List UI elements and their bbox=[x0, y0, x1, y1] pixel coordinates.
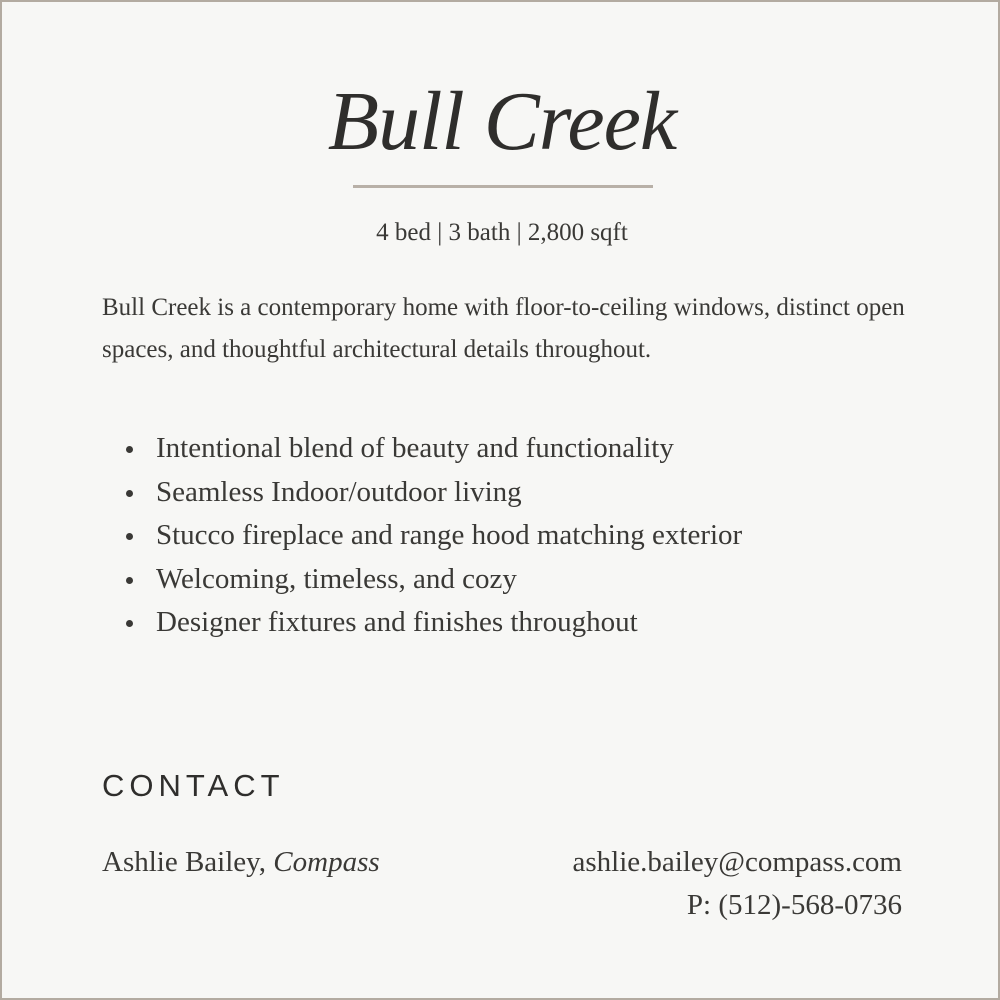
bullet-icon bbox=[126, 490, 133, 497]
contact-phone[interactable]: P: (512)-568-0736 bbox=[686, 889, 902, 921]
feature-text: Seamless Indoor/outdoor living bbox=[156, 475, 522, 508]
listing-description: Bull Creek is a contemporary home with floor-to-ceiling windows, distinct open spaces, and thoughtful architectural details throughout. bbox=[102, 294, 905, 363]
feature-item bbox=[102, 514, 922, 558]
bullet-icon bbox=[126, 446, 133, 453]
agent-company: Compass bbox=[273, 846, 380, 878]
feature-text: Designer fixtures and finishes throughout bbox=[156, 606, 638, 638]
feature-text: Welcoming, timeless, and cozy bbox=[156, 562, 517, 595]
agent-name: Ashlie Bailey, bbox=[102, 846, 274, 878]
contact-email[interactable]: ashlie.bailey@compass.com bbox=[572, 846, 902, 878]
feature-item bbox=[102, 471, 922, 515]
feature-item bbox=[102, 427, 922, 471]
feature-text: Intentional blend of beauty and functionality bbox=[156, 432, 674, 464]
bullet-icon bbox=[126, 533, 133, 540]
contact-agent bbox=[102, 842, 380, 882]
title-divider bbox=[353, 185, 653, 188]
feature-item bbox=[102, 601, 922, 645]
contact-heading: CONTACT bbox=[102, 768, 285, 803]
listing-title: Bull Creek bbox=[327, 75, 677, 168]
bullet-icon bbox=[126, 577, 133, 584]
feature-item bbox=[102, 558, 922, 602]
bullet-icon bbox=[126, 620, 133, 627]
listing-specs: 4 bed | 3 bath | 2,800 sqft bbox=[376, 219, 628, 246]
feature-text: Stucco fireplace and range hood matching exterior bbox=[156, 519, 743, 551]
features-list bbox=[102, 427, 922, 645]
